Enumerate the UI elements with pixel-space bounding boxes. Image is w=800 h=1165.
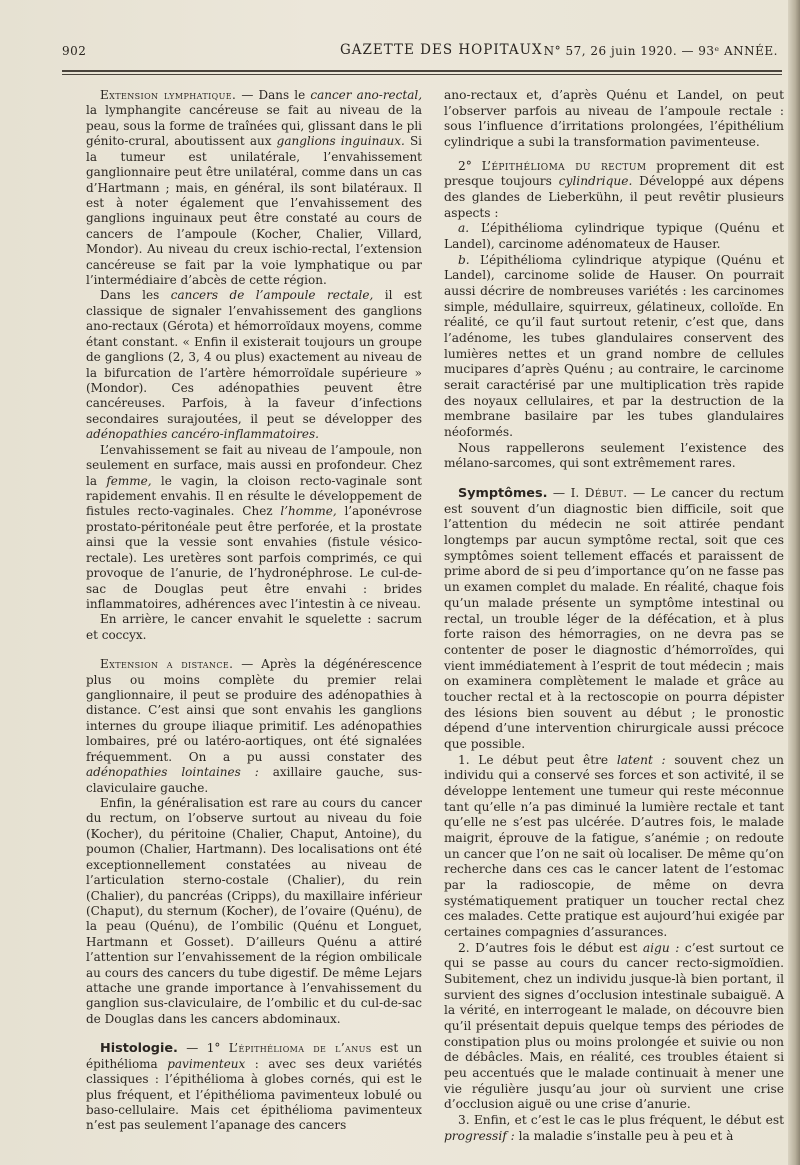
emphasis: cylindrique. — [558, 174, 633, 189]
small-caps-run: L’épithélioma du rectum — [481, 158, 647, 173]
right-column — [444, 88, 784, 1144]
text-run: — Après la dégénérescence plus ou moins complète du premier relai ganglionnaire, il peut se produire des adénopathies à distance. C’est ainsi que sont envahis les ganglions internes du groupe iliaque primitif. Les adénopathies lombaires, pré ou latéro-aortiques, ont été signalées fréquemment. On a pu aussi constater des — [86, 657, 422, 764]
paragraph-extension-distance — [86, 657, 422, 796]
journal-title: GAZETTE DES HOPITAUX — [340, 42, 543, 58]
emphasis: ganglions inguinaux. — [276, 134, 405, 149]
emphasis: a. — [458, 221, 470, 236]
text-run: — Le cancer du rectum est souvent d’un diagnostic bien difficile, soit que l’attention du médecin ne soit attirée pendant longtemps par aucun symptôme rectal, soit que ces symptômes soient tellement effacés et paraissent de prime abord de si peu d’importance qu’on ne fasse pas un examen complet du malade. En réalité, chaque fois qu’un malade présente un symptôme intestinal ou rectal, un trouble léger de la défécation, et à plus forte raison des hémorragies, on ne devra pas se contenter de poser le diagnostic d’hémorroïdes, qui vient immédiatement à l’esprit de tout médecin ; mais on examinera complètement le malade et grâce au toucher rectal et à la rectoscopie on pourra dépister des lésions bien souvent au début ; le pronostic dépend d’une intervention chirurgicale aussi précoce que possible. — [444, 486, 784, 751]
text-run: Si la tumeur est unilatérale, l’envahissement ganglionnaire peut être unilatéral, comme dans un cas d’Hartmann ; mais, en général, ils sont bilatéraux. Il est à noter également que l’envahissement des ganglions inguinaux peut être constaté au cours de cancers de l’ampoule (Kocher, Chalier, Villard, Mondor). Au niveau du creux ischio-rectal, l’extension cancéreuse se fait par la voie lymphatique ou par l’intermédiaire d’abcès de cette région. — [86, 134, 422, 288]
text-run: il est classique de signaler l’envahissement des ganglions ano-rectaux (Gérota) et hémorroïdaux moyens, comme étant constant. « Enfin il existerait toujours un groupe de ganglions (2, 3, 4 ou plus) exactement au niveau de la bifurcation de l’artère hémorroïdale supérieure » (Mondor). Ces adénopathies peuvent être cancéreuses. Parfois, à la faveur d’infections secondaires surajoutées, il peut se développer des — [86, 288, 423, 426]
emphasis: b. — [458, 252, 470, 267]
page-number: 902 — [62, 44, 87, 58]
text-run: c’est surtout ce qui se passe au cours du cancer recto-sigmoïdien. Subitement, chez un individu jusque-là bien portant, il survient des signes d’occlusion intestinale subaiguë. A la vérité, en interrogeant le malade, on découvre bien qu’il présentait depuis quelque temps des périodes de constipation plus ou moins prolongée et suivie ou non de débâcles. Mais, en réalité, ces troubles étaient si peu accentués que le malade continuait à mener une vie régulière jusqu’au jour où survient une crise d’occlusion aiguë ou une crise d’anurie. — [444, 940, 784, 1112]
paragraph: ano-rectaux et, d’après Quénu et Landel, on peut l’observer parfois au niveau de l’ampoule rectale : sous l’influence d’irritations prolongées, l’épithélium cylindrique a subi la transformation pavimenteuse. — [444, 88, 784, 150]
emphasis: progressif : — [444, 1128, 515, 1143]
paragraph: Enfin, la généralisation est rare au cours du cancer du rectum, on l’observe surtout au niveau du foie (Kocher), du péritoine (Chalier, Chaput, Antoine), du poumon (Chalier, Hartmann). Des localisations ont été exceptionnellement constatées au niveau de l’articulation sterno-costale (Chalier), du rein (Chalier), du pancréas (Cripps), du maxillaire inférieur (Chaput), du sternum (Kocher), de l’ovaire (Quénu), de la peau (Quénu), de l’ombilic (Quénu et Longuet, Hartmann et Gosset). D’ailleurs Quénu a attiré l’attention sur l’envahissement de la région ombilicale au cours des cancers du tube digestif. De même Lejars attache une grande importance à l’envahissement du ganglion sus-claviculaire, de l’ombilic et du cul-de-sac de Douglas dans les cancers abdominaux. — [86, 795, 422, 1026]
paragraph — [444, 253, 784, 441]
text-run: — Dans le — [236, 88, 311, 102]
small-caps-run: L’épithélioma de l’anus — [228, 1041, 372, 1056]
spacer — [86, 643, 422, 657]
emphasis: femme, — [106, 473, 152, 488]
emphasis: cancers de l’ampoule rectale, — [170, 288, 374, 303]
text-run: L’épithélioma cylindrique typique (Quénu et Landel), carcinome adénomateux de Hauser. — [444, 221, 784, 252]
paragraph — [86, 443, 422, 613]
paragraph-extension-lymphatique — [86, 88, 422, 288]
text-run: L’envahissement se fait au niveau de l’ampoule, non seulement en surface, mais aussi en profondeur. Chez la — [86, 442, 422, 488]
page-header — [62, 38, 782, 66]
emphasis: pavimenteux — [167, 1056, 246, 1071]
paragraph-histologie — [86, 1041, 422, 1134]
text-run: est un épithélioma — [86, 1041, 423, 1071]
text-run: axillaire gauche, sus-claviculaire gauche. — [86, 765, 422, 795]
text-run: 2° — [458, 158, 482, 173]
section-heading: Extension lymphatique. — [100, 88, 237, 102]
section-heading: Extension a distance. — [100, 657, 234, 672]
paragraph — [444, 941, 784, 1113]
left-column — [86, 88, 422, 1134]
header-rule-thin — [62, 74, 782, 75]
spacer — [444, 151, 784, 159]
header-rule-thick — [62, 70, 782, 72]
paragraph — [444, 753, 784, 941]
text-run: — I. — [547, 486, 585, 501]
page-spine-shadow — [788, 0, 800, 1165]
small-caps-run: Début. — [584, 486, 628, 501]
spacer — [444, 472, 784, 486]
text-run: le vagin, la cloison recto-vaginale sont rapidement envahis. Il en résulte le développement de fistules recto-vaginales. Chez — [86, 473, 423, 519]
text-run: — 1° — [177, 1041, 229, 1056]
emphasis: latent : — [616, 752, 666, 767]
text-run: 2. D’autres fois le début est — [458, 940, 643, 955]
paragraph — [86, 288, 422, 442]
emphasis: l’homme, — [280, 504, 337, 519]
emphasis: cancer ano-rectal, — [310, 88, 423, 102]
text-run: la maladie s’installe peu à peu et à — [514, 1128, 734, 1143]
issue-info: N° 57, 26 juin 1920. — 93ᵉ ANNÉE. — [543, 44, 778, 58]
paragraph-symptomes — [444, 486, 784, 752]
paragraph: En arrière, le cancer envahit le squelette : sacrum et coccyx. — [86, 612, 422, 642]
text-run: Dans les — [100, 288, 171, 303]
paragraph: Nous rappellerons seulement l’existence des mélano-sarcomes, qui sont extrêmement rares. — [444, 440, 784, 471]
text-run: Développé aux dépens des glandes de Lieberkühn, il peut revêtir plusieurs aspects : — [444, 174, 784, 220]
text-run: : avec ses deux variétés classiques : l’épithélioma à globes cornés, qui est le plus fréquent, et l’épithélioma pavimenteux lobulé ou baso-cellulaire. Mais cet épithélioma pavimenteux n’est pas seulement l’apanage des cancers — [86, 1056, 422, 1133]
emphasis: aigu : — [642, 940, 680, 955]
paragraph-epithelioma-rectum — [444, 159, 784, 222]
paragraph — [444, 221, 784, 252]
text-run: L’épithélioma cylindrique atypique (Quénu et Landel), carcinome solide de Hauser. On pourrait aussi décrire de nombreuses variétés : les carcinomes simple, médullaire, squirreux, gélatineux, colloïde. En réalité, ce qu’il faut surtout retenir, c’est que, dans l’adénome, les tubes glandulaires conservent des lumières nettes et un grand nombre de cellules mucipares d’après Quénu ; au contraire, le carcinome serait caractérisé par une multiplication très rapide des noyaux cellulaires, et par la destruction de la membrane basilaire par les tubes glandulaires néoformés. — [444, 252, 784, 440]
text-run: 3. Enfin, et c’est le cas le plus fréquent, le début est — [458, 1113, 784, 1127]
paragraph — [444, 1113, 784, 1144]
text-run: proprement dit est presque toujours — [444, 158, 784, 189]
text-run: souvent chez un individu qui a conservé ses forces et son activité, il se développe lentement une tumeur qui reste méconnue tant qu’elle n’a pas diminué la lumière rectale et tant qu’elle ne s’est pas ulcérée. D’autres fois, le malade maigrit, éprouve de la fatigue, s’anémie ; on redoute un cancer que l’on ne sait où localiser. De même qu’on recherche dans ces cas le cancer latent de l’estomac par la radioscopie, de même on devra systématiquement pratiquer un toucher rectal chez ces malades. Cette pratique est aujourd’hui exigée par certaines compagnies d’assurances. — [444, 752, 784, 939]
emphasis: adénopathies lointaines : — [86, 765, 259, 780]
text-run: 1. Le début peut être — [458, 752, 617, 767]
spacer — [86, 1027, 422, 1041]
section-heading: Symptômes. — [458, 486, 548, 502]
section-heading: Histologie. — [100, 1041, 178, 1057]
text-run: l’aponévrose prostato-péritonéale peut être perforée, et la prostate ainsi que la vessie sont envahies (fistule vésico-rectale). Les uretères sont parfois comprimés, ce qui provoque de l’anurie, de l’hydronéphrose. Le cul-de-sac de Douglas peut être envahi : brides inflammatoires, adhérences avec l’intestin à ce niveau. — [86, 504, 422, 611]
text-run: la lymphangite cancéreuse se fait au niveau de la peau, sous la forme de traînées qui, glissant dans le pli génito-crural, aboutissent aux — [86, 103, 422, 149]
emphasis: adénopathies cancéro-inflammatoires. — [86, 427, 319, 442]
